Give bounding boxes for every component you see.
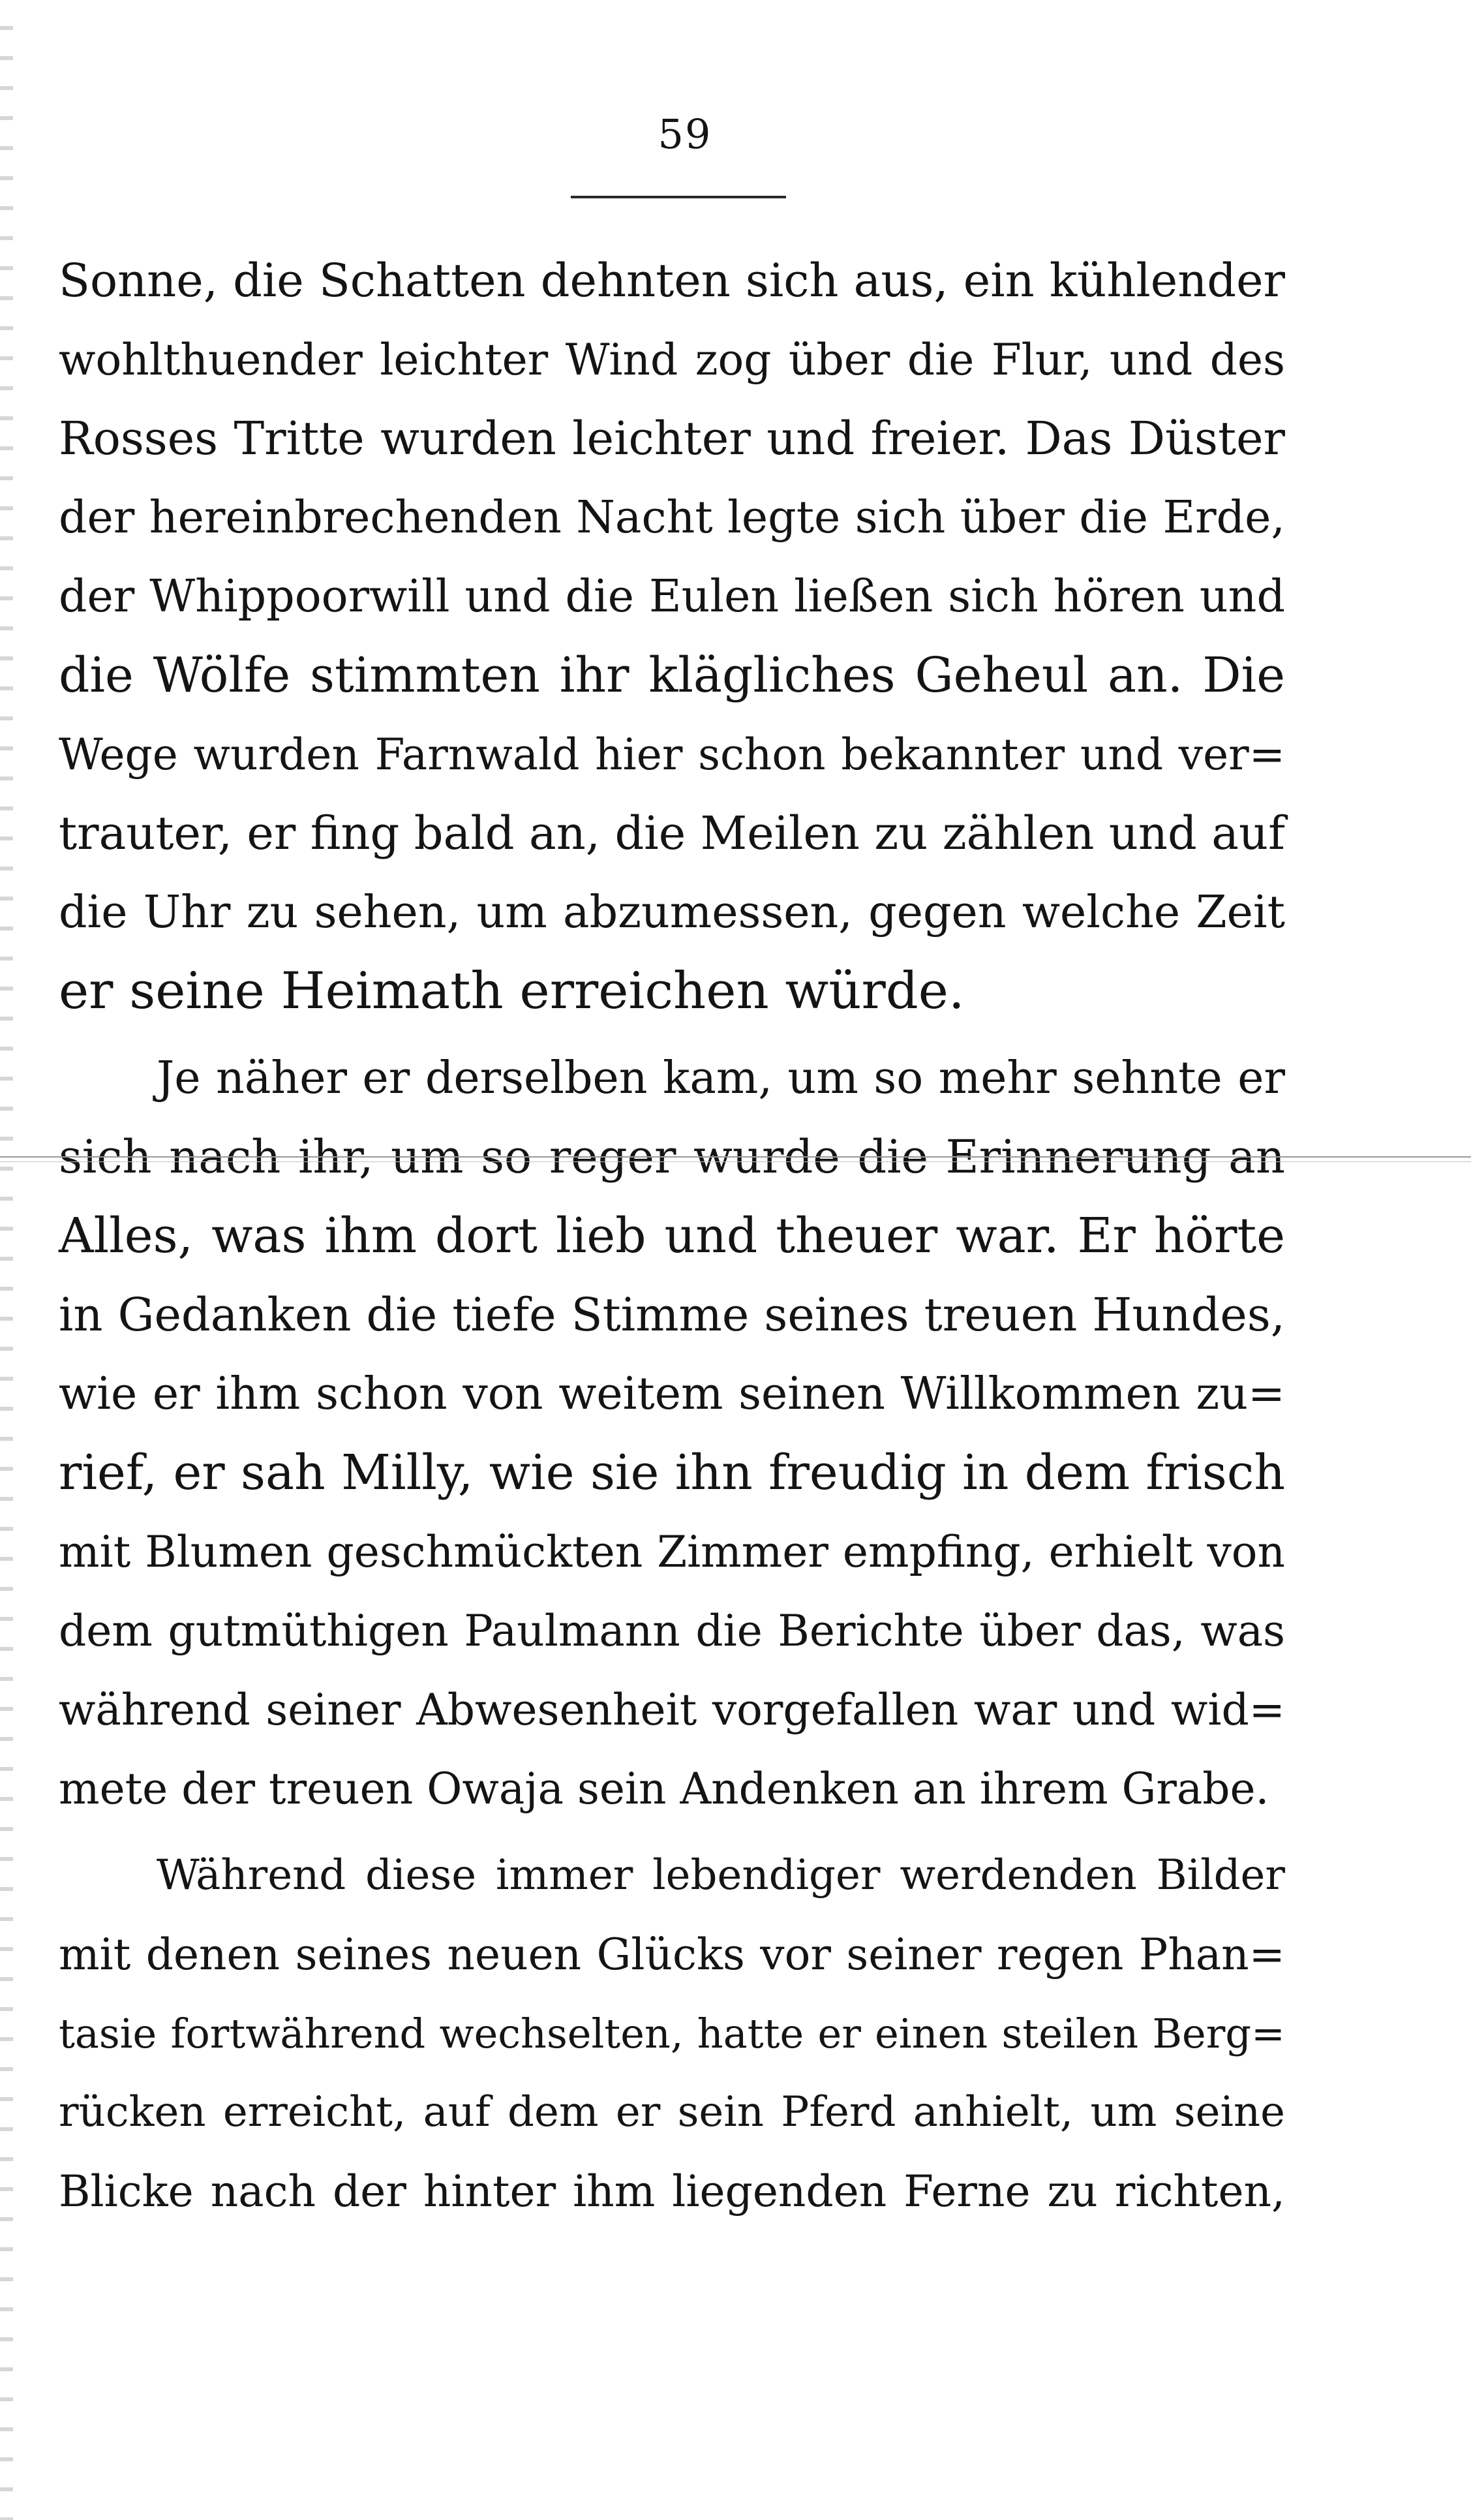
scan-artifact-line bbox=[0, 1156, 1471, 1158]
text-line: dem gutmüthigen Paulmann die Berichte über das, was bbox=[59, 1606, 1285, 1656]
text-line: er seine Heimath erreichen würde. bbox=[59, 962, 965, 1021]
page-number: 59 bbox=[658, 110, 712, 158]
text-line: Während diese immer lebendiger werdenden Bilder bbox=[157, 1851, 1285, 1899]
text-line: rücken erreicht, auf dem er sein Pferd anhielt, um seine bbox=[59, 2088, 1285, 2136]
text-line: während seiner Abwesenheit vorgefallen war und wid= bbox=[59, 1685, 1285, 1735]
text-line: Je näher er derselben kam, um so mehr sehnte er bbox=[157, 1053, 1285, 1104]
header-rule bbox=[571, 196, 786, 198]
scan-artifact-line bbox=[0, 1161, 1471, 1162]
text-line: mit Blumen geschmückten Zimmer empfing, erhielt von bbox=[59, 1527, 1285, 1577]
text-line: mit denen seines neuen Glücks vor seiner regen Phan= bbox=[59, 1929, 1285, 1980]
text-line: rief, er sah Milly, wie sie ihn freudig in dem frisch bbox=[59, 1445, 1285, 1501]
text-line: trauter, er fing bald an, die Meilen zu zählen und auf bbox=[59, 807, 1285, 860]
paragraph-gap bbox=[59, 1031, 1285, 1039]
text-line: Rosses Tritte wurden leichter und freier. Das Düster bbox=[59, 412, 1285, 465]
text-line: die Wölfe stimmten ihr klägliches Geheul an. Die bbox=[59, 647, 1285, 703]
text-line: sich nach ihr, um so reger wurde die Erinnerung an bbox=[59, 1130, 1285, 1184]
text-line: wie er ihm schon von weitem seinen Willkommen zu= bbox=[59, 1368, 1285, 1420]
text-line: der Whippoorwill und die Eulen ließen sich hören und bbox=[59, 571, 1285, 622]
paragraph-gap bbox=[59, 1828, 1285, 1836]
text-line: die Uhr zu sehen, um abzumessen, gegen welche Zeit bbox=[59, 887, 1285, 938]
text-line: wohlthuender leichter Wind zog über die Flur, und des bbox=[59, 335, 1285, 385]
text-line: in Gedanken die tiefe Stimme seines treuen Hundes, bbox=[59, 1288, 1285, 1342]
text-line: Blicke nach der hinter ihm liegenden Ferne zu richten, bbox=[59, 2166, 1285, 2217]
text-line: der hereinbrechenden Nacht legte sich über die Erde, bbox=[59, 492, 1285, 544]
text-line: Sonne, die Schatten dehnten sich aus, ein kühlender bbox=[59, 254, 1285, 307]
text-line: tasie fortwährend wechselten, hatte er einen steilen Berg= bbox=[59, 2010, 1285, 2057]
text-line: Alles, was ihm dort lieb und theuer war. Er hörte bbox=[59, 1208, 1285, 1264]
text-line: mete der treuen Owaja sein Andenken an ihrem Grabe. bbox=[59, 1764, 1269, 1814]
body-text bbox=[59, 241, 1285, 2231]
scan-edge-marks bbox=[0, 0, 13, 2520]
text-line: Wege wurden Farnwald hier schon bekannter und ver= bbox=[59, 730, 1285, 780]
